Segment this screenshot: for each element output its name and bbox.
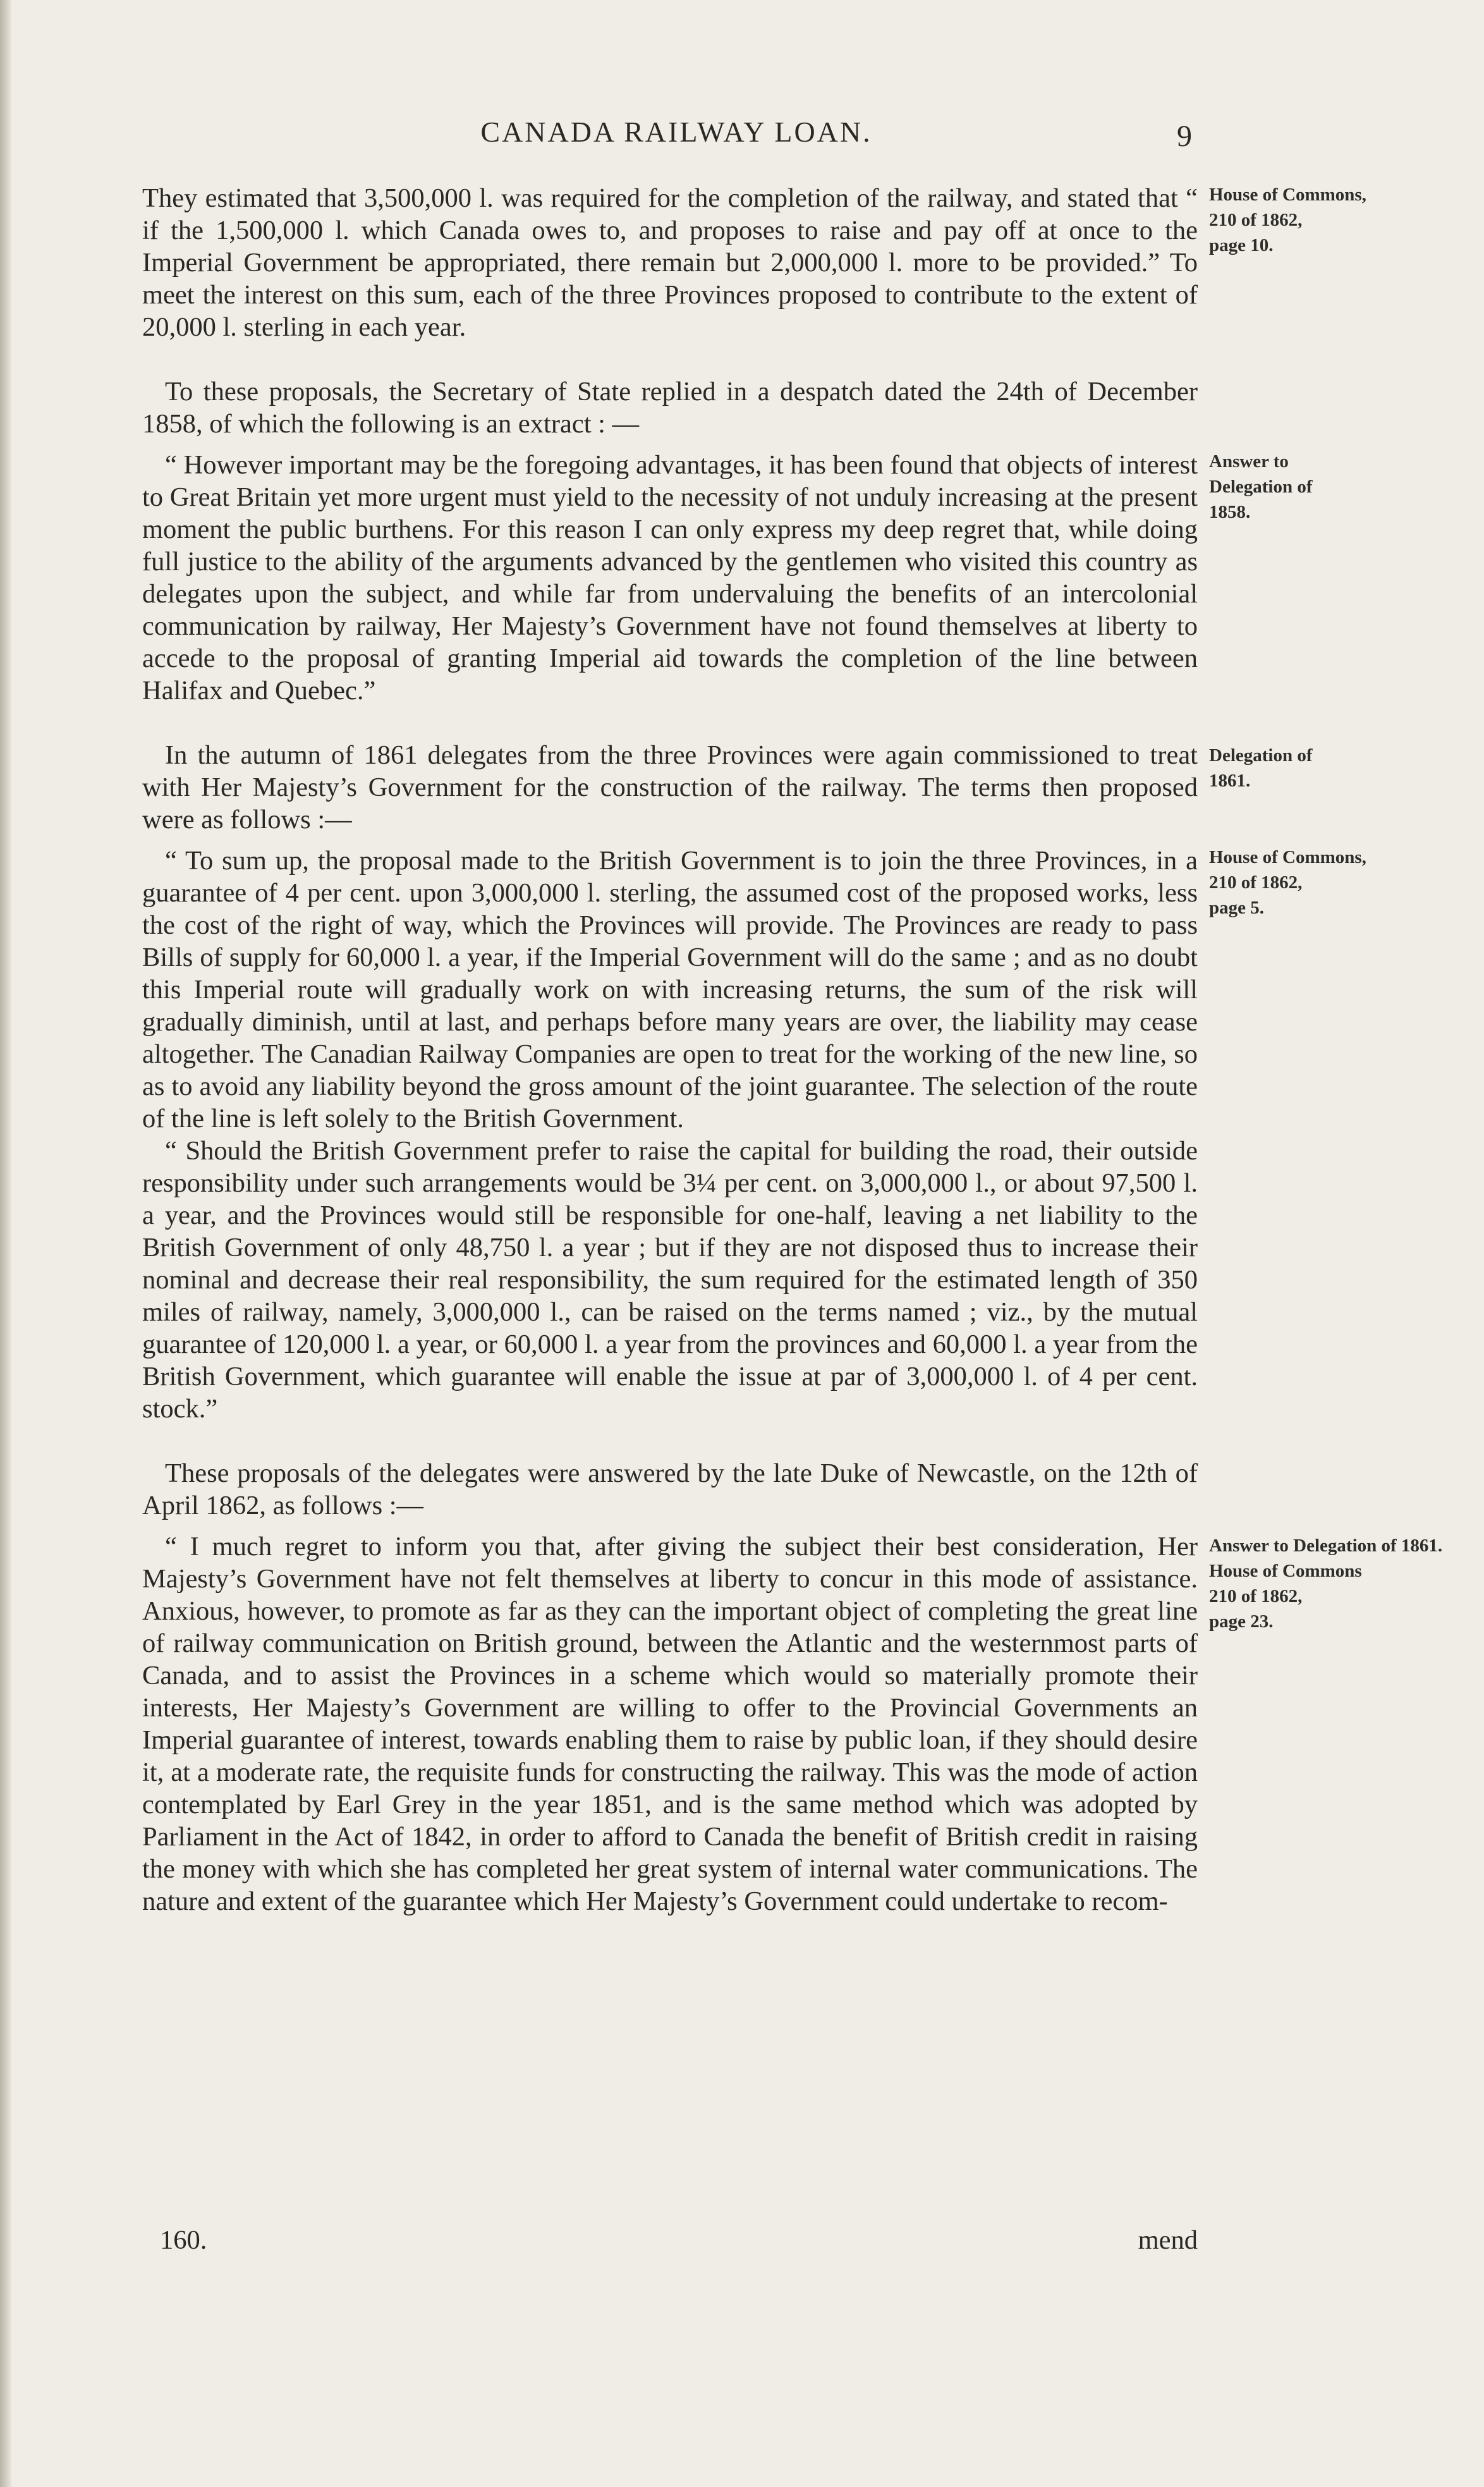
marginal-note: Delegation of 1861. xyxy=(1209,745,1313,791)
paragraph-text: “ I much regret to inform you that, after giving the subject their best consideration, Her Majesty’s Government have not felt themselves at liberty to concur in this mode of assistance. Anxious, however, to promote as far as they can the important object of completing the great line of railway communication on British ground, between the Atlantic and the westernmost parts of Canada, and to assist the Provinces in a scheme which would so materially promote their interests, Her Majesty’s Government are willing to offer to the Provincial Governments an Imperial guarantee of interest, towards enabling them to raise by public loan, if they should desire it, at a moderate rate, the requisite funds for constructing the railway. This was the mode of action contemplated by Earl Grey in the year 1851, and is the same method which was adopted by Parliament in the Act of 1842, in order to afford to Canada the benefit of British credit in raising the money with which she has completed her great system of internal water communications. The nature and extent of the guarantee which Her Majesty’s Government could undertake to recom- xyxy=(142,1532,1198,1916)
paragraph-2 xyxy=(142,376,1198,440)
marginal-note: House of Commons, 210 of 1862, page 5. xyxy=(1209,847,1366,918)
paragraph-text: “ To sum up, the proposal made to the British Government is to join the three Provinces, in a guarantee of 4 per cent. upon 3,000,000 l. sterling, the assumed cost of the proposed works, less the cost of the right of way, which the Provinces will provide. The Provinces are ready to pass Bills of supply for 60,000 l. a year, if the Imperial Government will do the same ; and as no doubt this Imperial route will gradually work on with increasing returns, the sum of the risk will gradually diminish, until at last, and perhaps before many years are over, the liability may cease altogether. The Canadian Railway Companies are open to treat for the working of the new line, so as to avoid any liability beyond the gross amount of the joint guarantee. The selection of the route of the line is left solely to the British Government. xyxy=(142,846,1198,1134)
signature-mark: 160. xyxy=(160,2225,207,2255)
marginal-note: Answer to Delegation of 1861. House of Commons 210 of 1862, page 23. xyxy=(1209,1536,1443,1632)
paragraph-text: To these proposals, the Secretary of State replied in a despatch dated the 24th of December 1858, of which the following is an extract : — xyxy=(142,377,1198,439)
paragraph-text: “ However important may be the foregoing advantages, it has been found that objects of interest to Great Britain yet more urgent must yield to the necessity of not unduly increasing at the present moment the public burthens. For this reason I can only express my deep regret that, while doing full justice to the ability of the arguments advanced by the gentlemen who visited this country as delegates upon the subject, and while far from undervaluing the benefits of an intercolonial communication by railway, Her Majesty’s Government have not found themselves at liberty to accede to the proposal of granting Imperial aid towards the completion of the line between Halifax and Quebec.” xyxy=(142,450,1198,706)
paragraph-6 xyxy=(142,1135,1198,1425)
page-number: 9 xyxy=(1177,119,1192,153)
running-header-title: CANADA RAILWAY LOAN. xyxy=(480,116,872,148)
paragraph-text: “ Should the British Government prefer to raise the capital for building the road, their outside responsibility under such arrangements would be 3¼ per cent. on 3,000,000 l., or about 97,500 l. a year, and the Provinces would still be responsible for one-half, leaving a net liability to the British Government of only 48,750 l. a year ; but if they are not disposed thus to increase their nominal and decrease their real responsibility, the sum required for the estimated length of 350 miles of railway, namely, 3,000,000 l., can be raised on the terms named ; viz., by the mutual guarantee of 120,000 l. a year, or 60,000 l. a year from the provinces and 60,000 l. a year from the British Government, which guarantee will enable the issue at par of 3,000,000 l. of 4 per cent. stock.” xyxy=(142,1136,1198,1424)
page-binding-edge xyxy=(0,0,11,2487)
paragraph-text: In the autumn of 1861 delegates from the three Provinces were again commissioned to treat with Her Majesty’s Government for the construction of the railway. The terms then proposed were as follows :— xyxy=(142,740,1198,834)
marginal-note: House of Commons, 210 of 1862, page 10. xyxy=(1209,185,1366,255)
paragraph-7 xyxy=(142,1457,1198,1522)
paragraph-1 xyxy=(142,182,1366,343)
document-body xyxy=(142,182,1443,1917)
catchword: mend xyxy=(1138,2225,1198,2255)
paragraph-4 xyxy=(142,739,1313,836)
paragraph-8 xyxy=(142,1531,1443,1917)
marginal-note: Answer to Delegation of 1858. xyxy=(1209,451,1313,522)
paragraph-text: They estimated that 3,500,000 l. was required for the completion of the railway, and stated that “ if the 1,500,000 l. which Canada owes to, and proposes to raise and pay off at once to the Imperial Government be appropriated, there remain but 2,000,000 l. more to be provided.” To meet the interest on this sum, each of the three Provinces proposed to contribute to the extent of 20,000 l. sterling in each year. xyxy=(142,183,1198,342)
paragraph-3 xyxy=(142,449,1313,707)
paragraph-5 xyxy=(142,845,1366,1135)
paragraph-text: These proposals of the delegates were answered by the late Duke of Newcastle, on the 12th of April 1862, as follows :— xyxy=(142,1458,1198,1520)
